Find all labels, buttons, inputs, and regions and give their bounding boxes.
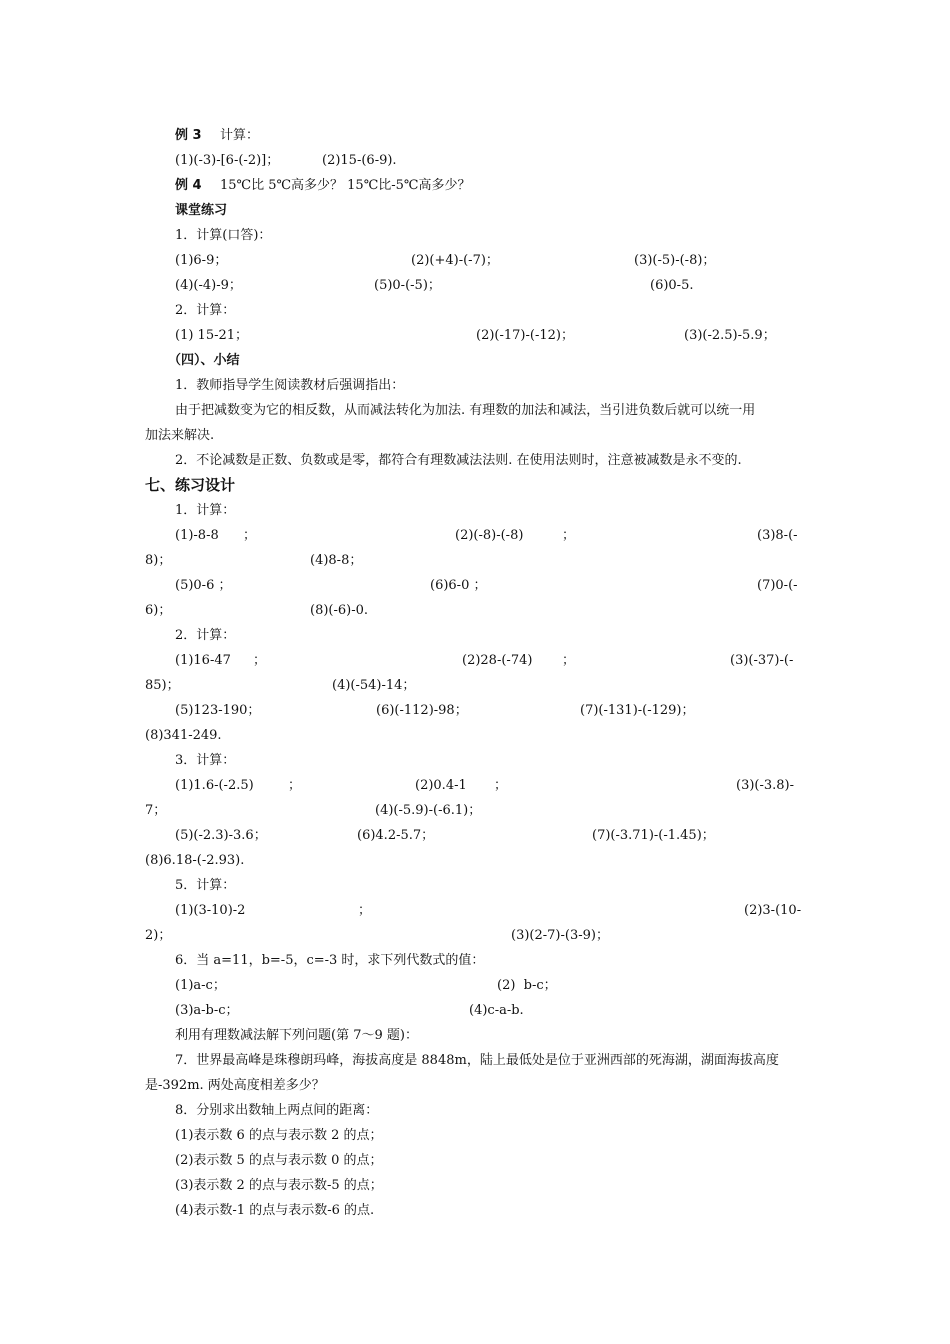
- practice-1-sep: ；: [243, 528, 257, 543]
- practice-6-item: (4)c-a-b.: [469, 1003, 524, 1018]
- practice-3-item: (2)0.4-1: [415, 778, 467, 793]
- practice-8-label: 8．分别求出数轴上两点间的距离：: [175, 1103, 379, 1118]
- practice-1-item: (4)8-8；: [310, 553, 363, 568]
- example-4-label: 例 4: [175, 178, 202, 193]
- practice-3-label: 3．计算：: [175, 753, 236, 768]
- classroom-q2-item: (3)(-2.5)-5.9；: [684, 328, 776, 343]
- classroom-q1-item: (5)0-(-5)；: [374, 278, 441, 293]
- summary-title: （四）、小结: [168, 353, 240, 368]
- practice-3-item: (8)6.18-(-2.93).: [145, 853, 245, 868]
- summary-paragraph-line-1: 由于把减数变为它的相反数，从而减法转化为加法. 有理数的加法和减法，当引进负数后就可以统一用: [175, 403, 756, 418]
- practice-3-item: (7)(-3.71)-(-1.45)；: [592, 828, 715, 843]
- practice-2-item: (2)28-(-74): [462, 653, 533, 668]
- practice-2-item: 85)；: [145, 678, 180, 693]
- practice-1-item: (3)8-(-: [757, 528, 798, 543]
- practice-2-item: (6)(-112)-98；: [376, 703, 468, 718]
- practice-2-item: (8)341-249.: [145, 728, 222, 743]
- classroom-q1-item: (4)(-4)-9；: [175, 278, 242, 293]
- classroom-title: 课堂练习: [175, 203, 228, 218]
- practice-1-item: (2)(-8)-(-8): [455, 528, 524, 543]
- example-3-item-2: (2)15-(6-9).: [322, 153, 397, 168]
- practice-6-item: (2) b-c；: [497, 978, 557, 993]
- example-3-text: 计算：: [220, 128, 260, 143]
- summary-point-2: 2．不论减数是正数、负数或是零，都符合有理数减法法则. 在使用法则时，注意被减数是永不变的.: [175, 453, 742, 468]
- practice-7-line-1: 7．世界最高峰是珠穆朗玛峰，海拔高度是 8848m，陆上最低处是位于亚洲西部的死海湖，湖面海拔高度: [175, 1053, 779, 1068]
- practice-2-item: (4)(-54)-14；: [332, 678, 416, 693]
- practice-1-item: (1)-8-8: [175, 528, 219, 543]
- practice-8-item: (4)表示数-1 的点与表示数-6 的点.: [175, 1203, 375, 1218]
- summary-point-1: 1．教师指导学生阅读教材后强调指出：: [175, 378, 405, 393]
- practice-8-item: (1)表示数 6 的点与表示数 2 的点；: [175, 1128, 383, 1143]
- practice-5-sep: ；: [358, 903, 372, 918]
- practice-2-sep: ；: [253, 653, 267, 668]
- practice-3-item: (1)1.6-(-2.5): [175, 778, 254, 793]
- practice-2-item: (7)(-131)-(-129)；: [580, 703, 695, 718]
- practice-1-item: (8)(-6)-0.: [310, 603, 369, 618]
- classroom-q1-item: (1)6-9；: [175, 253, 228, 268]
- practice-8-item: (3)表示数 2 的点与表示数-5 的点；: [175, 1178, 383, 1193]
- practice-3-sep: ；: [288, 778, 302, 793]
- practice-2-item: (5)123-190；: [175, 703, 261, 718]
- classroom-q2-item: (2)(-17)-(-12)；: [476, 328, 574, 343]
- classroom-q1-label: 1．计算(口答)：: [175, 228, 272, 243]
- practice-2-sep: ；: [562, 653, 576, 668]
- practice-1-item: (6)6-0 ；: [430, 578, 487, 593]
- practice-1-item: 6)；: [145, 603, 172, 618]
- practice-3-item: (3)(-3.8)-: [736, 778, 795, 793]
- practice-3-item: (4)(-5.9)-(-6.1)；: [375, 803, 482, 818]
- practice-2-item: (3)(-37)-(-: [730, 653, 794, 668]
- practice-intro: 利用有理数减法解下列问题(第 7～9 题)：: [175, 1028, 418, 1043]
- classroom-q2-item: (1) 15-21；: [175, 328, 249, 343]
- practice-1-item: (5)0-6 ；: [175, 578, 232, 593]
- practice-2-item: (1)16-47: [175, 653, 231, 668]
- practice-3-item: 7；: [145, 803, 167, 818]
- practice-3-sep: ；: [494, 778, 508, 793]
- practice-1-item: 8)；: [145, 553, 172, 568]
- example-3-item-1: (1)(-3)-[6-(-2)]；: [175, 153, 280, 168]
- practice-3-item: (6)4.2-5.7；: [357, 828, 435, 843]
- example-3-label: 例 3: [175, 128, 202, 143]
- practice-1-label: 1．计算：: [175, 503, 236, 518]
- practice-5-item: (2)3-(10-: [744, 903, 802, 918]
- practice-5-item: (3)(2-7)-(3-9)；: [511, 928, 609, 943]
- practice-1-item: (7)0-(-: [757, 578, 798, 593]
- practice-title: 七、练习设计: [145, 476, 236, 494]
- example-4-text: 15℃比 5℃高多少？ 15℃比-5℃高多少？: [220, 178, 471, 193]
- classroom-q1-item: (3)(-5)-(-8)；: [634, 253, 716, 268]
- practice-1-sep: ；: [562, 528, 576, 543]
- summary-paragraph-line-2: 加法来解决.: [145, 428, 215, 443]
- practice-5-item: (1)(3-10)-2: [175, 903, 246, 918]
- classroom-q1-item: (6)0-5.: [650, 278, 694, 293]
- practice-8-item: (2)表示数 5 的点与表示数 0 的点；: [175, 1153, 383, 1168]
- practice-3-item: (5)(-2.3)-3.6；: [175, 828, 267, 843]
- practice-6-label: 6．当 a=11，b=-5，c=-3 时，求下列代数式的值：: [175, 953, 485, 968]
- practice-7-line-2: 是-392m. 两处高度相差多少？: [145, 1078, 325, 1093]
- practice-6-item: (1)a-c；: [175, 978, 226, 993]
- practice-2-label: 2．计算：: [175, 628, 236, 643]
- classroom-q1-item: (2)(+4)-(-7)；: [411, 253, 499, 268]
- classroom-q2-label: 2．计算：: [175, 303, 236, 318]
- practice-5-label: 5．计算：: [175, 878, 236, 893]
- practice-6-item: (3)a-b-c；: [175, 1003, 239, 1018]
- practice-5-item: 2)；: [145, 928, 172, 943]
